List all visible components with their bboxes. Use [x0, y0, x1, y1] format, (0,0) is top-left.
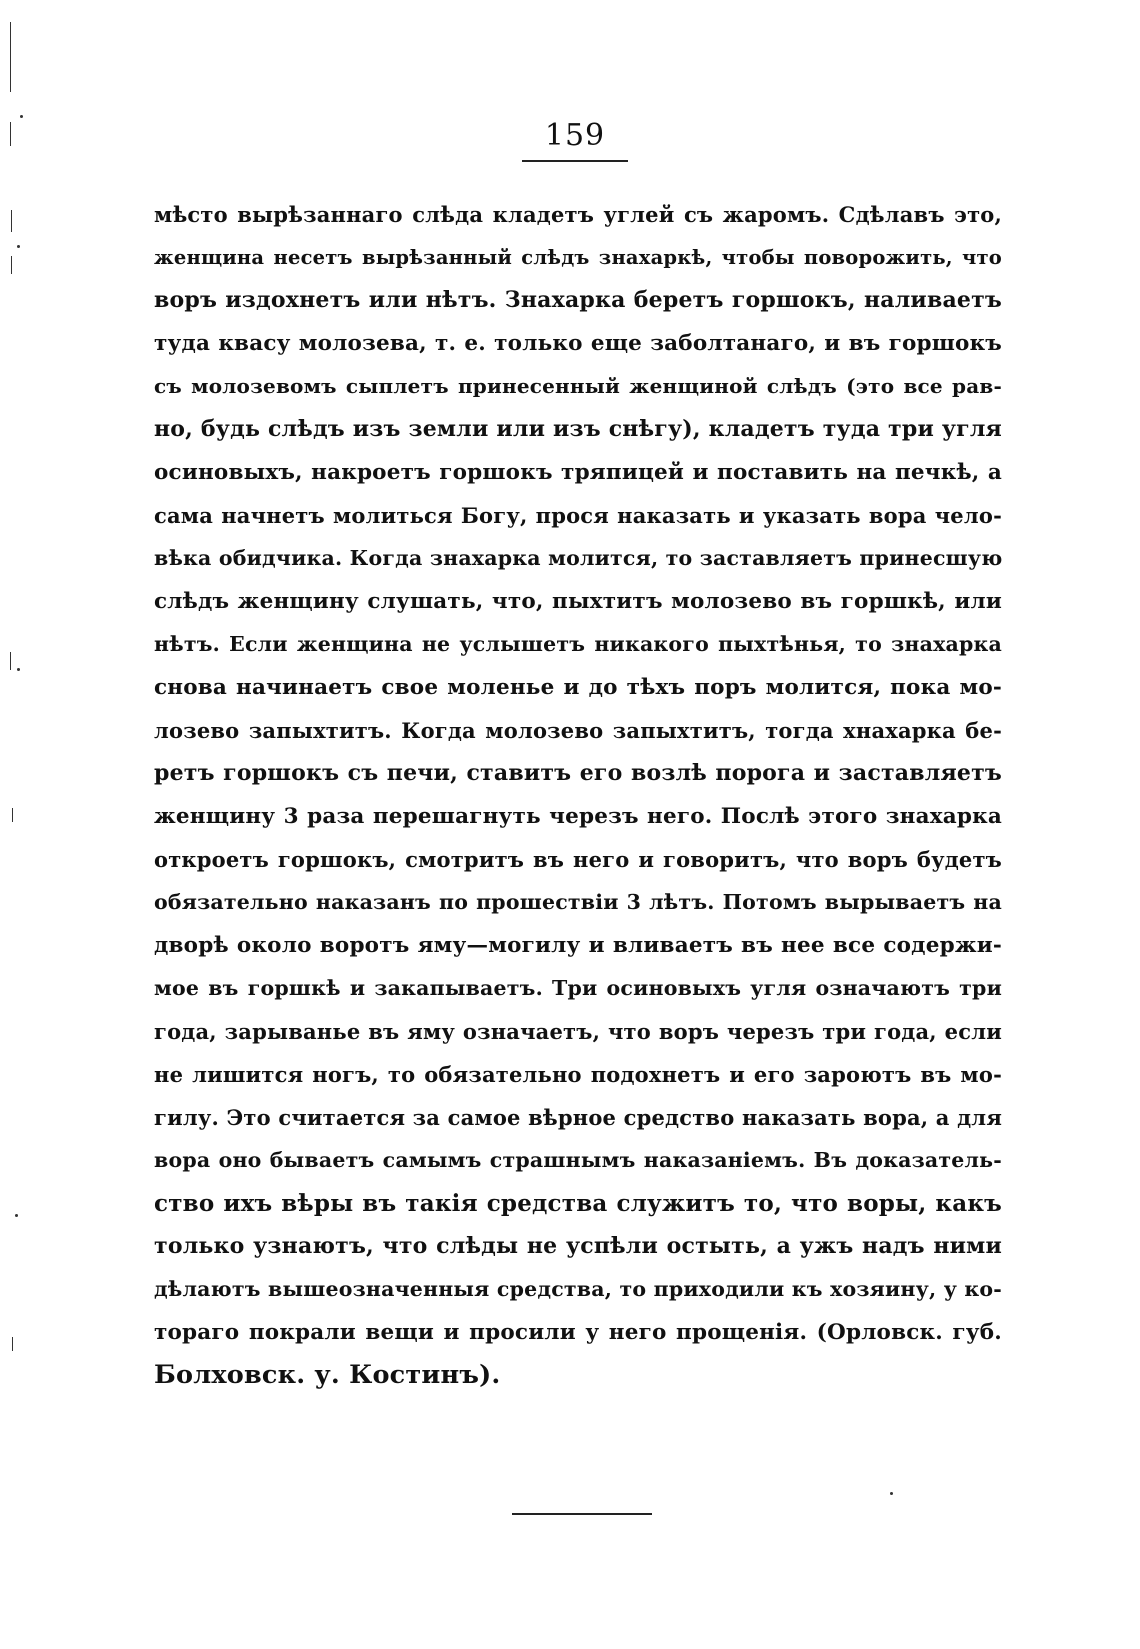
scan-mark — [17, 668, 20, 671]
text-line: мое въ горшкѣ и закапываетъ. Три осиновыхъ угля означаютъ три — [154, 976, 1002, 1000]
text-line: туда квасу молозева, т. е. только еще заболтанаго, и въ горшокъ — [154, 331, 1002, 356]
text-line: только узнаютъ, что слѣды не успѣли остыть, а ужъ надъ ними — [154, 1233, 1002, 1259]
scan-mark — [11, 210, 12, 232]
text-line: Болховск. у. Костинъ). — [154, 1360, 501, 1390]
text-line: воръ издохнетъ или нѣтъ. Знахарка беретъ горшокъ, наливаетъ — [154, 287, 1002, 313]
scan-mark — [12, 808, 13, 822]
text-line: но, будь слѣдъ изъ земли или изъ снѣгу), кладетъ туда три угля — [154, 416, 1002, 442]
header-rule — [522, 160, 628, 162]
text-line: ретъ горшокъ съ печи, ставитъ его возлѣ порога и заставляетъ — [154, 760, 1002, 786]
text-line: слѣдъ женщину слушать, что, пыхтитъ молозево въ горшкѣ, или — [154, 589, 1002, 614]
scan-mark — [10, 652, 11, 670]
text-line: дѣлаютъ вышеозначенныя средства, то приходили къ хозяину, у ко- — [154, 1277, 1002, 1301]
scan-mark — [12, 1337, 13, 1351]
text-line: съ молозевомъ сыплетъ принесенный женщиной слѣдъ (это все рав- — [154, 374, 1002, 398]
text-line: вѣка обидчика. Когда знахарка молится, то заставляетъ принесшую — [154, 546, 1002, 570]
text-line: женщина несетъ вырѣзанный слѣдъ знахаркѣ, чтобы поворожить, что — [154, 246, 1002, 269]
end-rule — [512, 1513, 652, 1515]
text-line: нѣтъ. Если женщина не услышетъ никакого пыхтѣнья, то знахарка — [154, 632, 1002, 656]
text-line: лозево запыхтитъ. Когда молозево запыхтитъ, тогда хнахарка бе- — [154, 718, 1002, 743]
text-line: сама начнетъ молиться Богу, прося наказать и указать вора чело- — [154, 503, 1002, 528]
text-line: не лишится ногъ, то обязательно подохнетъ и его зароютъ въ мо- — [154, 1062, 1002, 1087]
text-line: обязательно наказанъ по прошествіи 3 лѣтъ. Потомъ вырываетъ на — [154, 890, 1002, 914]
text-line: мѣсто вырѣзаннаго слѣда кладетъ углей съ жаромъ. Сдѣлавъ это, — [154, 202, 1002, 227]
text-line: дворѣ около воротъ яму—могилу и вливаетъ въ нее все содержи- — [154, 933, 1002, 958]
scan-mark — [11, 256, 12, 274]
body-text — [154, 193, 1002, 1397]
text-line: тораго покрали вещи и просили у него прощенія. (Орловск. губ. — [154, 1320, 1002, 1345]
scan-mark — [10, 122, 11, 146]
scan-mark — [15, 1214, 18, 1217]
scan-mark — [17, 245, 20, 248]
scan-mark — [20, 115, 23, 118]
text-line: женщину 3 раза перешагнуть черезъ него. Послѣ этого знахарка — [154, 804, 1002, 829]
text-line: гилу. Это считается за самое вѣрное средство наказать вора, а для — [154, 1105, 1002, 1130]
scan-mark — [890, 1492, 893, 1495]
text-line: снова начинаетъ свое моленье и до тѣхъ поръ молится, пока мо- — [154, 675, 1002, 700]
text-line: вора оно бываетъ самымъ страшнымъ наказаніемъ. Въ доказатель- — [154, 1148, 1002, 1172]
page-number: 159 — [544, 118, 606, 153]
text-line: года, зарыванье въ яму означаетъ, что воръ черезъ три года, если — [154, 1019, 1002, 1044]
scan-mark — [10, 22, 11, 92]
text-line: откроетъ горшокъ, смотритъ въ него и говоритъ, что воръ будетъ — [154, 847, 1002, 872]
text-line: ство ихъ вѣры въ такія средства служитъ то, что воры, какъ — [154, 1190, 1002, 1217]
text-line: осиновыхъ, накроетъ горшокъ тряпицей и поставить на печкѣ, а — [154, 460, 1002, 485]
